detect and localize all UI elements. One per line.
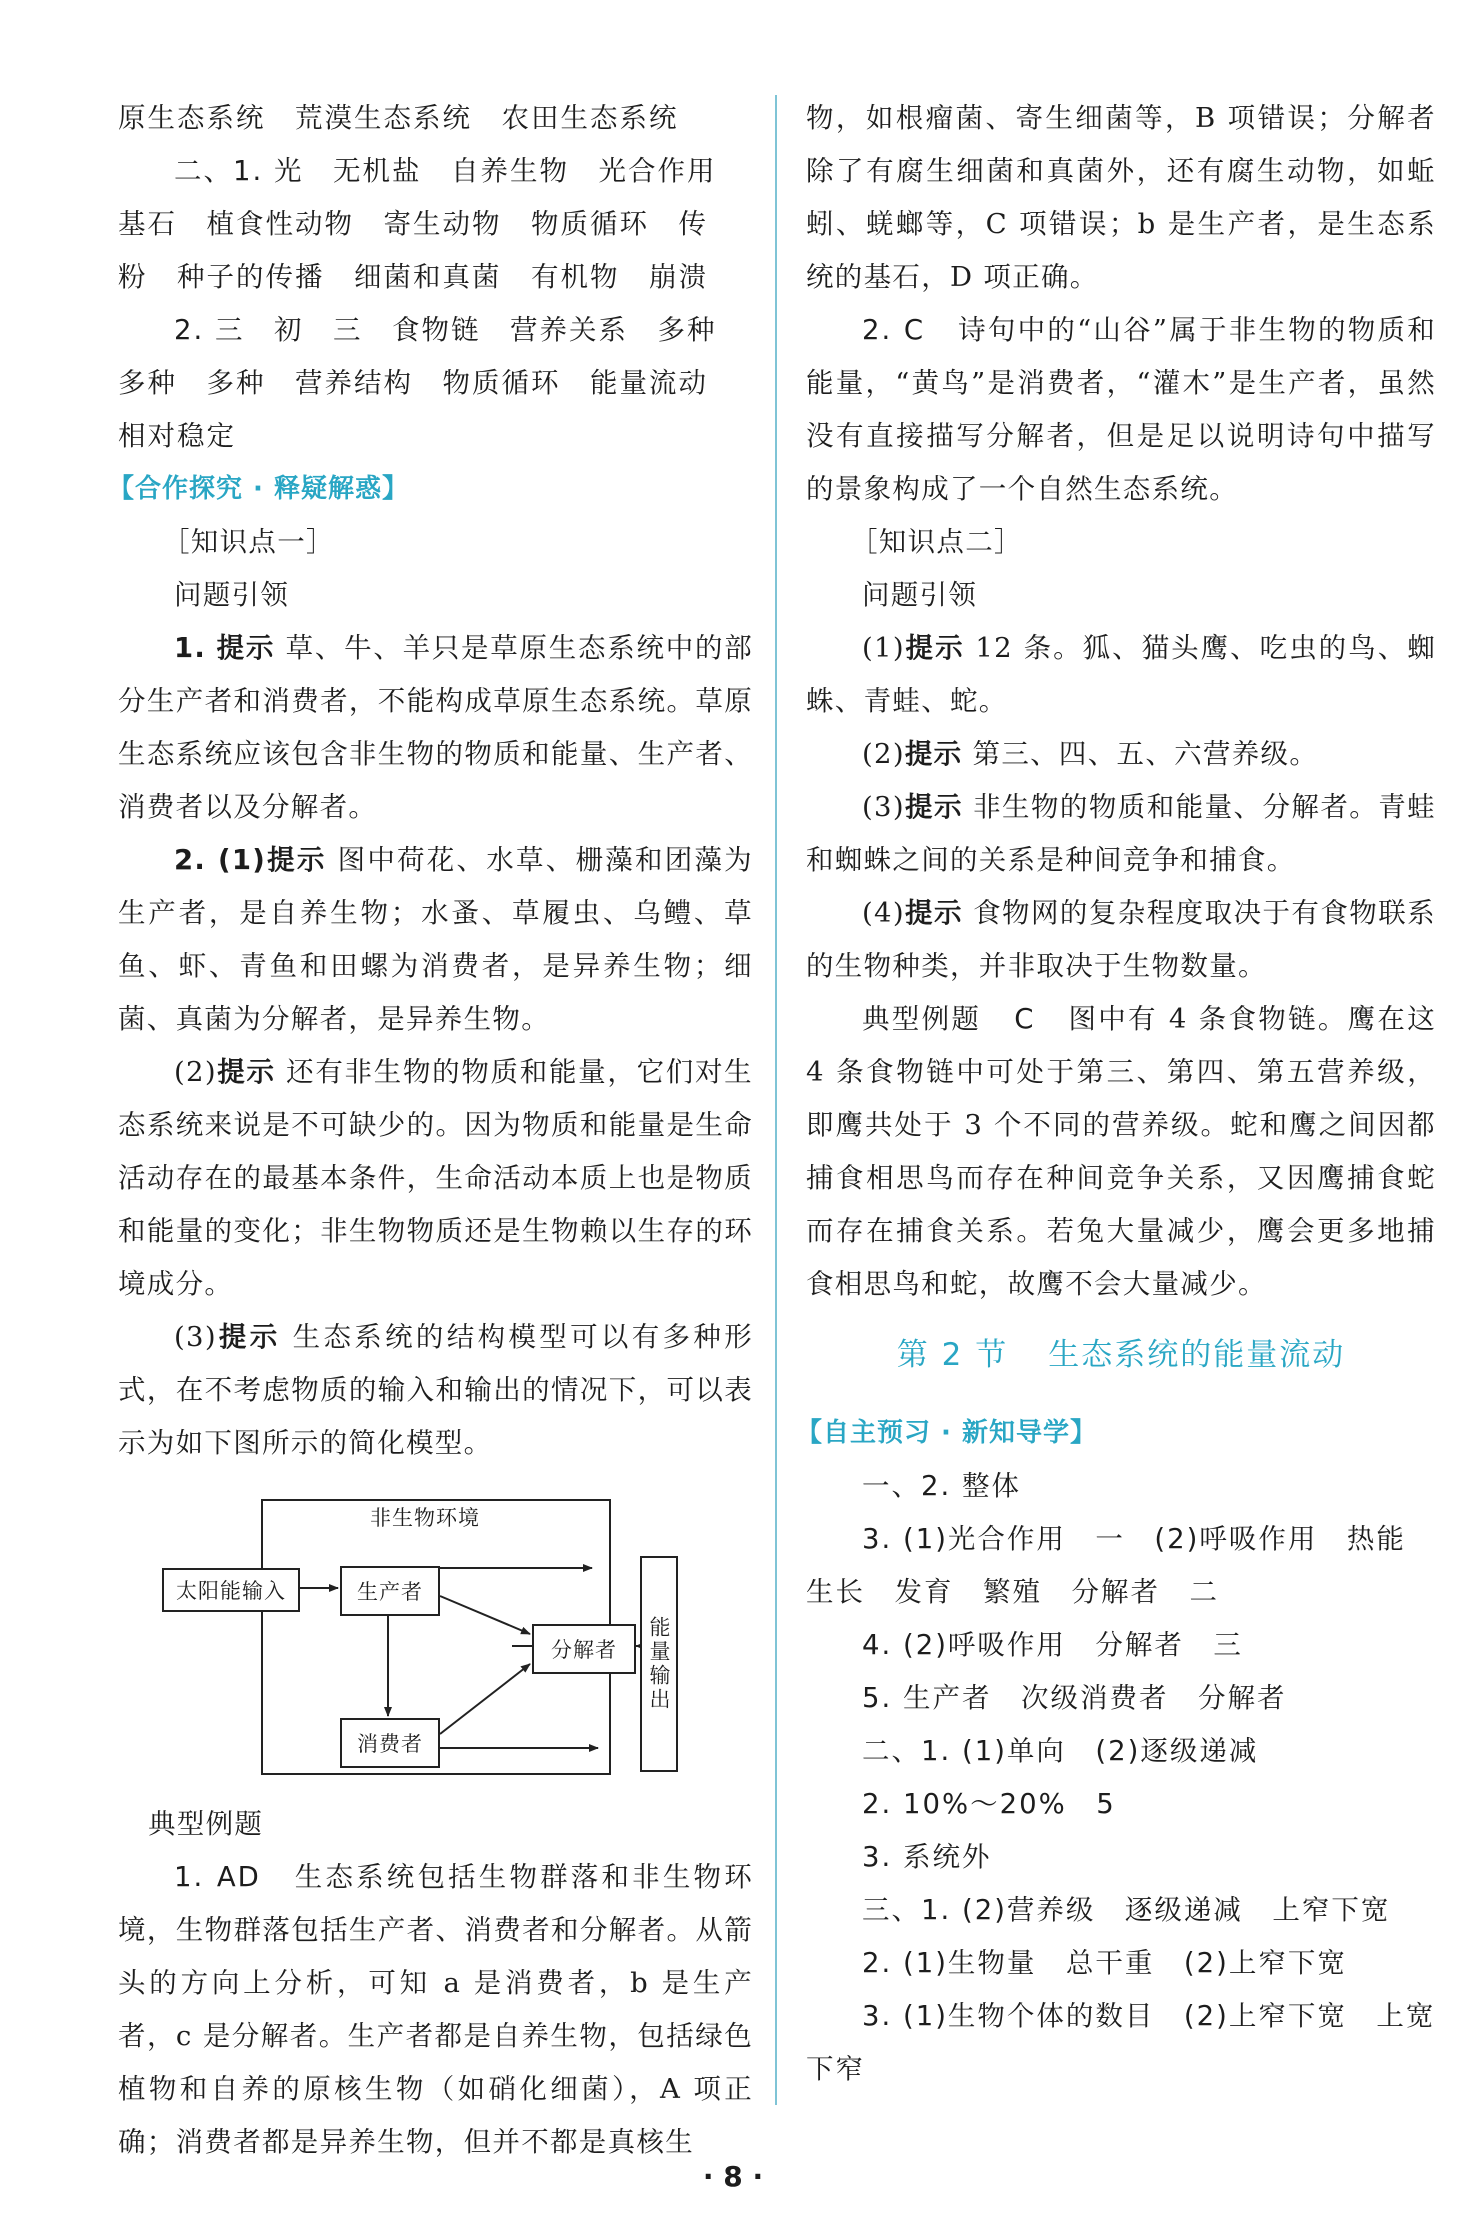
arrow-producer-to-decomposer — [440, 1596, 530, 1634]
producer-box: 生产者 — [340, 1566, 440, 1616]
answer-line: 3. (1)生物个体的数目 (2)上窄下宽 上宽 — [862, 2000, 1436, 2032]
answer-paragraph — [806, 728, 1436, 781]
item-number: (2) — [174, 1056, 217, 1088]
answer-line: 二、1. (1)单向 (2)逐级递减 — [862, 1735, 1259, 1767]
answer-text: 生态系统包括生物群落和非生物环境，生物群落包括生产者、消费者和分解者。从箭头的方向上分析，可知 a 是消费者，b 是生产者，c 是分解者。生产者都是自养生物，包括绿色植物和自养的原核生物（如硝化细菌），A 项正确；消费者都是异养生物，但并不都是真核生 — [118, 1861, 754, 2158]
answer-choice: C — [1014, 1003, 1036, 1035]
page-number: · 8 · — [702, 2160, 764, 2193]
answer-line: 一、2. 整体 — [862, 1470, 1021, 1502]
hint-label: 提示 — [904, 738, 963, 770]
hint-label: 提示 — [216, 1321, 281, 1353]
answer-line: 下窄 — [806, 2053, 865, 2085]
energy-output-box: 能量输出 — [640, 1556, 678, 1772]
item-number: (2) — [862, 738, 905, 770]
answer-paragraph — [806, 781, 1436, 887]
answer-paragraph — [118, 834, 753, 1046]
answer-paragraph: 物，如根瘤菌、寄生细菌等，B 项错误；分解者除了有腐生细菌和真菌外，还有腐生动物，如蚯蚓、蜣螂等，C 项错误；b 是生产者，是生态系统的基石，D 项正确。 — [806, 102, 1436, 293]
hint-label: 提示 — [904, 632, 965, 664]
answer-text: 草、牛、羊只是草原生态系统中的部分生产者和消费者，不能构成草原生态系统。草原生态系统应该包含非生物的物质和能量、生产者、消费者以及分解者。 — [118, 632, 753, 823]
answer-paragraph — [118, 622, 753, 834]
typical-example-heading: 典型例题 — [148, 1808, 264, 1840]
section-tag-cooperative-inquiry: 【合作探究 · 释疑解惑】 — [108, 474, 409, 504]
knowledge-point-heading: ［知识点一］ — [162, 526, 335, 558]
answer-paragraph — [806, 993, 1436, 1311]
solar-input-box: 太阳能输入 — [162, 1568, 300, 1612]
item-number: 1. — [174, 632, 207, 664]
answer-line: 2. (1)生物量 总干重 (2)上窄下宽 — [862, 1947, 1347, 1979]
item-number: (1) — [862, 632, 905, 664]
answer-paragraph — [806, 887, 1436, 993]
answer-text: 还有非生物的物质和能量，它们对生态系统来说是不可缺少的。因为物质和能量是生命活动存在的最基本条件，生命活动本质上也是物质和能量的变化；非生物物质还是生物赖以生存的环境成分。 — [118, 1056, 753, 1300]
answer-line: 粉 种子的传播 细菌和真菌 有机物 崩溃 — [118, 261, 708, 293]
answer-line: 3. (1)光合作用 一 (2)呼吸作用 热能 — [862, 1523, 1406, 1555]
answer-line: 生长 发育 繁殖 分解者 二 — [806, 1576, 1219, 1608]
decomposer-box: 分解者 — [532, 1624, 636, 1674]
answer-paragraph — [806, 622, 1436, 728]
answer-text: 诗句中的“山谷”属于非生物的物质和能量，“黄鸟”是消费者，“灌木”是生产者，虽然没有直接描写分解者，但是足以说明诗句中描写的景象构成了一个自然生态系统。 — [806, 314, 1437, 505]
answer-text: 食物网的复杂程度取决于有食物联系的生物种类，并非取决于生物数量。 — [806, 897, 1436, 982]
ecosystem-model-diagram — [162, 1498, 762, 1788]
hint-label: 提示 — [904, 791, 963, 823]
answer-line: 二、1. 光 无机盐 自养生物 光合作用 — [174, 155, 717, 187]
answer-text: 图中有 4 条食物链。鹰在这 4 条食物链中可处于第三、第四、第五营养级，即鹰共处于 3 个不同的营养级。蛇和鹰之间因都捕食相思鸟而存在种间竞争关系，又因鹰捕食蛇而存在捕食关系。若兔大量减少，鹰会更多地捕食相思鸟和蛇，故鹰不会大量减少。 — [806, 1003, 1436, 1300]
answer-line: 5. 生产者 次级消费者 分解者 — [862, 1682, 1287, 1714]
item-number: 2. (1) — [174, 844, 267, 876]
hint-label: 提示 — [216, 632, 276, 664]
arrow-consumer-to-decomposer — [440, 1664, 530, 1734]
item-number: 1. AD — [174, 1861, 261, 1893]
answer-paragraph — [118, 1851, 753, 2169]
answer-line: 3. 系统外 — [862, 1841, 992, 1873]
section-tag-self-preview: 【自主预习 · 新知导学】 — [796, 1418, 1097, 1448]
question-lead-heading: 问题引领 — [174, 579, 290, 611]
answer-text: 第三、四、五、六营养级。 — [972, 738, 1319, 770]
environment-label: 非生物环境 — [370, 1506, 480, 1530]
column-divider — [775, 95, 777, 2105]
section-title — [806, 1325, 1436, 1385]
section-number: 第 2 节 — [896, 1337, 1009, 1373]
right-column — [796, 92, 1437, 2096]
answer-text: 12 条。狐、猫头鹰、吃虫的鸟、蜘蛛、青蛙、蛇。 — [806, 632, 1436, 717]
section-name: 生态系统的能量流动 — [1048, 1337, 1346, 1373]
answer-text: 非生物的物质和能量、分解者。青蛙和蜘蛛之间的关系是种间竞争和捕食。 — [806, 791, 1436, 876]
answer-line: 2. 三 初 三 食物链 营养关系 多种 — [174, 314, 717, 346]
answer-line: 相对稳定 — [118, 420, 236, 452]
item-number: (4) — [862, 897, 905, 929]
answer-paragraph — [118, 1311, 753, 1470]
left-column — [108, 92, 754, 2169]
hint-label: 提示 — [266, 844, 327, 876]
consumer-box: 消费者 — [340, 1718, 440, 1768]
answer-line: 2. 10%～20% 5 — [862, 1788, 1116, 1820]
knowledge-point-heading: ［知识点二］ — [850, 526, 1023, 558]
hint-label: 提示 — [904, 897, 963, 929]
item-number: 2. C — [862, 314, 926, 346]
answer-line: 基石 植食性动物 寄生动物 物质循环 传 — [118, 208, 708, 240]
item-number: (3) — [862, 791, 905, 823]
answer-paragraph — [806, 304, 1436, 516]
typical-example-label: 典型例题 — [862, 1003, 982, 1035]
answer-line: 三、1. (2)营养级 逐级递减 上窄下宽 — [862, 1894, 1391, 1926]
question-lead-heading: 问题引领 — [862, 579, 978, 611]
answer-text: 图中荷花、水草、栅藻和团藻为生产者，是自养生物；水蚤、草履虫、乌鳢、草鱼、虾、青鱼和田螺为消费者，是异养生物；细菌、真菌为分解者，是异养生物。 — [118, 844, 753, 1035]
answer-text: 生态系统的结构模型可以有多种形式，在不考虑物质的输入和输出的情况下，可以表示为如下图所示的简化模型。 — [118, 1321, 754, 1459]
item-number: (3) — [174, 1321, 217, 1353]
hint-label: 提示 — [216, 1056, 276, 1088]
answer-line: 4. (2)呼吸作用 分解者 三 — [862, 1629, 1243, 1661]
answer-line: 原生态系统 荒漠生态系统 农田生态系统 — [118, 102, 679, 134]
answer-line: 多种 多种 营养结构 物质循环 能量流动 — [118, 367, 708, 399]
answer-paragraph — [118, 1046, 753, 1311]
